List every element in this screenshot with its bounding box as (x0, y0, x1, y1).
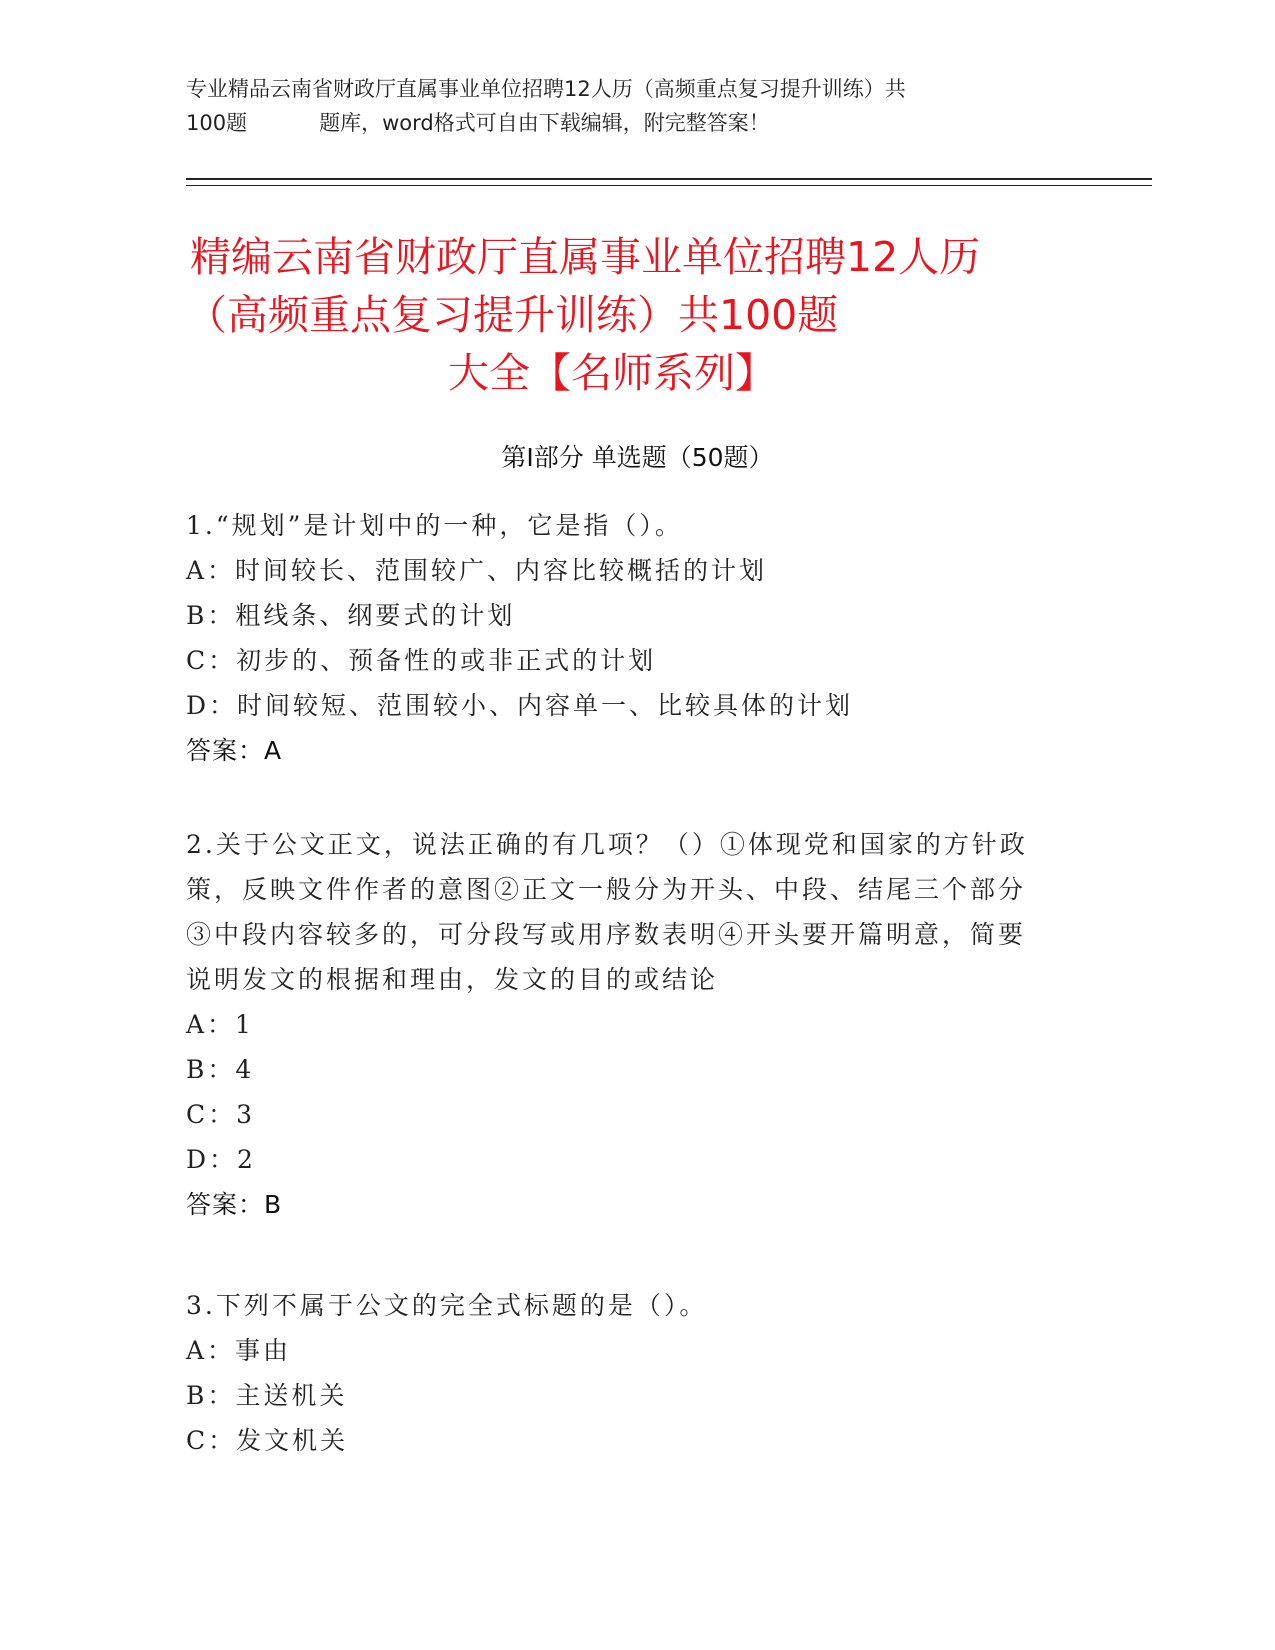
section-heading: 第I部分 单选题（50题） (501, 443, 774, 472)
document-title (186, 228, 1086, 402)
question-text-line-1: 2.关于公文正文，说法正确的有几项？（）①体现党和国家的方针政 (186, 830, 1028, 859)
question-2 (186, 822, 1066, 1227)
question-text: 1.“规划”是计划中的一种，它是指（）。 (186, 511, 683, 540)
header-line-2-count: 100题 (186, 111, 248, 135)
option-d: D：2 (186, 1145, 256, 1174)
header-line-2 (186, 106, 1066, 140)
header-divider-thin (186, 185, 1152, 186)
question-text-line-3: ③中段内容较多的，可分段写或用序数表明④开头要开篇明意，简要 (186, 920, 1027, 949)
page-header (186, 72, 1066, 140)
option-b: B：粗线条、纲要式的计划 (186, 601, 516, 630)
question-text: 3.下列不属于公文的完全式标题的是（）。 (186, 1291, 708, 1320)
option-c: C：3 (186, 1100, 256, 1129)
question-text-line-2: 策，反映文件作者的意图②正文一般分为开头、中段、结尾三个部分 (186, 875, 1027, 904)
option-b: B：4 (186, 1055, 255, 1084)
option-a: A：1 (186, 1010, 254, 1039)
header-line-1: 专业精品云南省财政厅直属事业单位招聘12人历（高频重点复习提升训练）共 (186, 77, 906, 101)
option-a: A：事由 (186, 1336, 292, 1365)
answer: 答案：A (186, 736, 283, 765)
answer: 答案：B (186, 1190, 283, 1219)
question-text-line-4: 说明发文的根据和理由，发文的目的或结论 (186, 965, 719, 994)
question-3 (186, 1283, 1066, 1463)
title-line-3: 大全【名师系列】 (448, 349, 776, 397)
option-c: C：初步的、预备性的或非正式的计划 (186, 646, 657, 675)
option-c: C：发文机关 (186, 1426, 349, 1455)
title-line-2: （高频重点复习提升训练）共100题 (186, 291, 839, 339)
question-1 (186, 503, 1066, 773)
title-line-1: 精编云南省财政厅直属事业单位招聘12人历 (190, 233, 981, 281)
option-b: B：主送机关 (186, 1381, 348, 1410)
header-line-2-text: 题库，word格式可自由下载编辑，附完整答案！ (319, 111, 770, 135)
option-a: A：时间较长、范围较广、内容比较概括的计划 (186, 556, 768, 585)
header-divider-thick (186, 178, 1152, 180)
option-d: D：时间较短、范围较小、内容单一、比较具体的计划 (186, 691, 854, 720)
